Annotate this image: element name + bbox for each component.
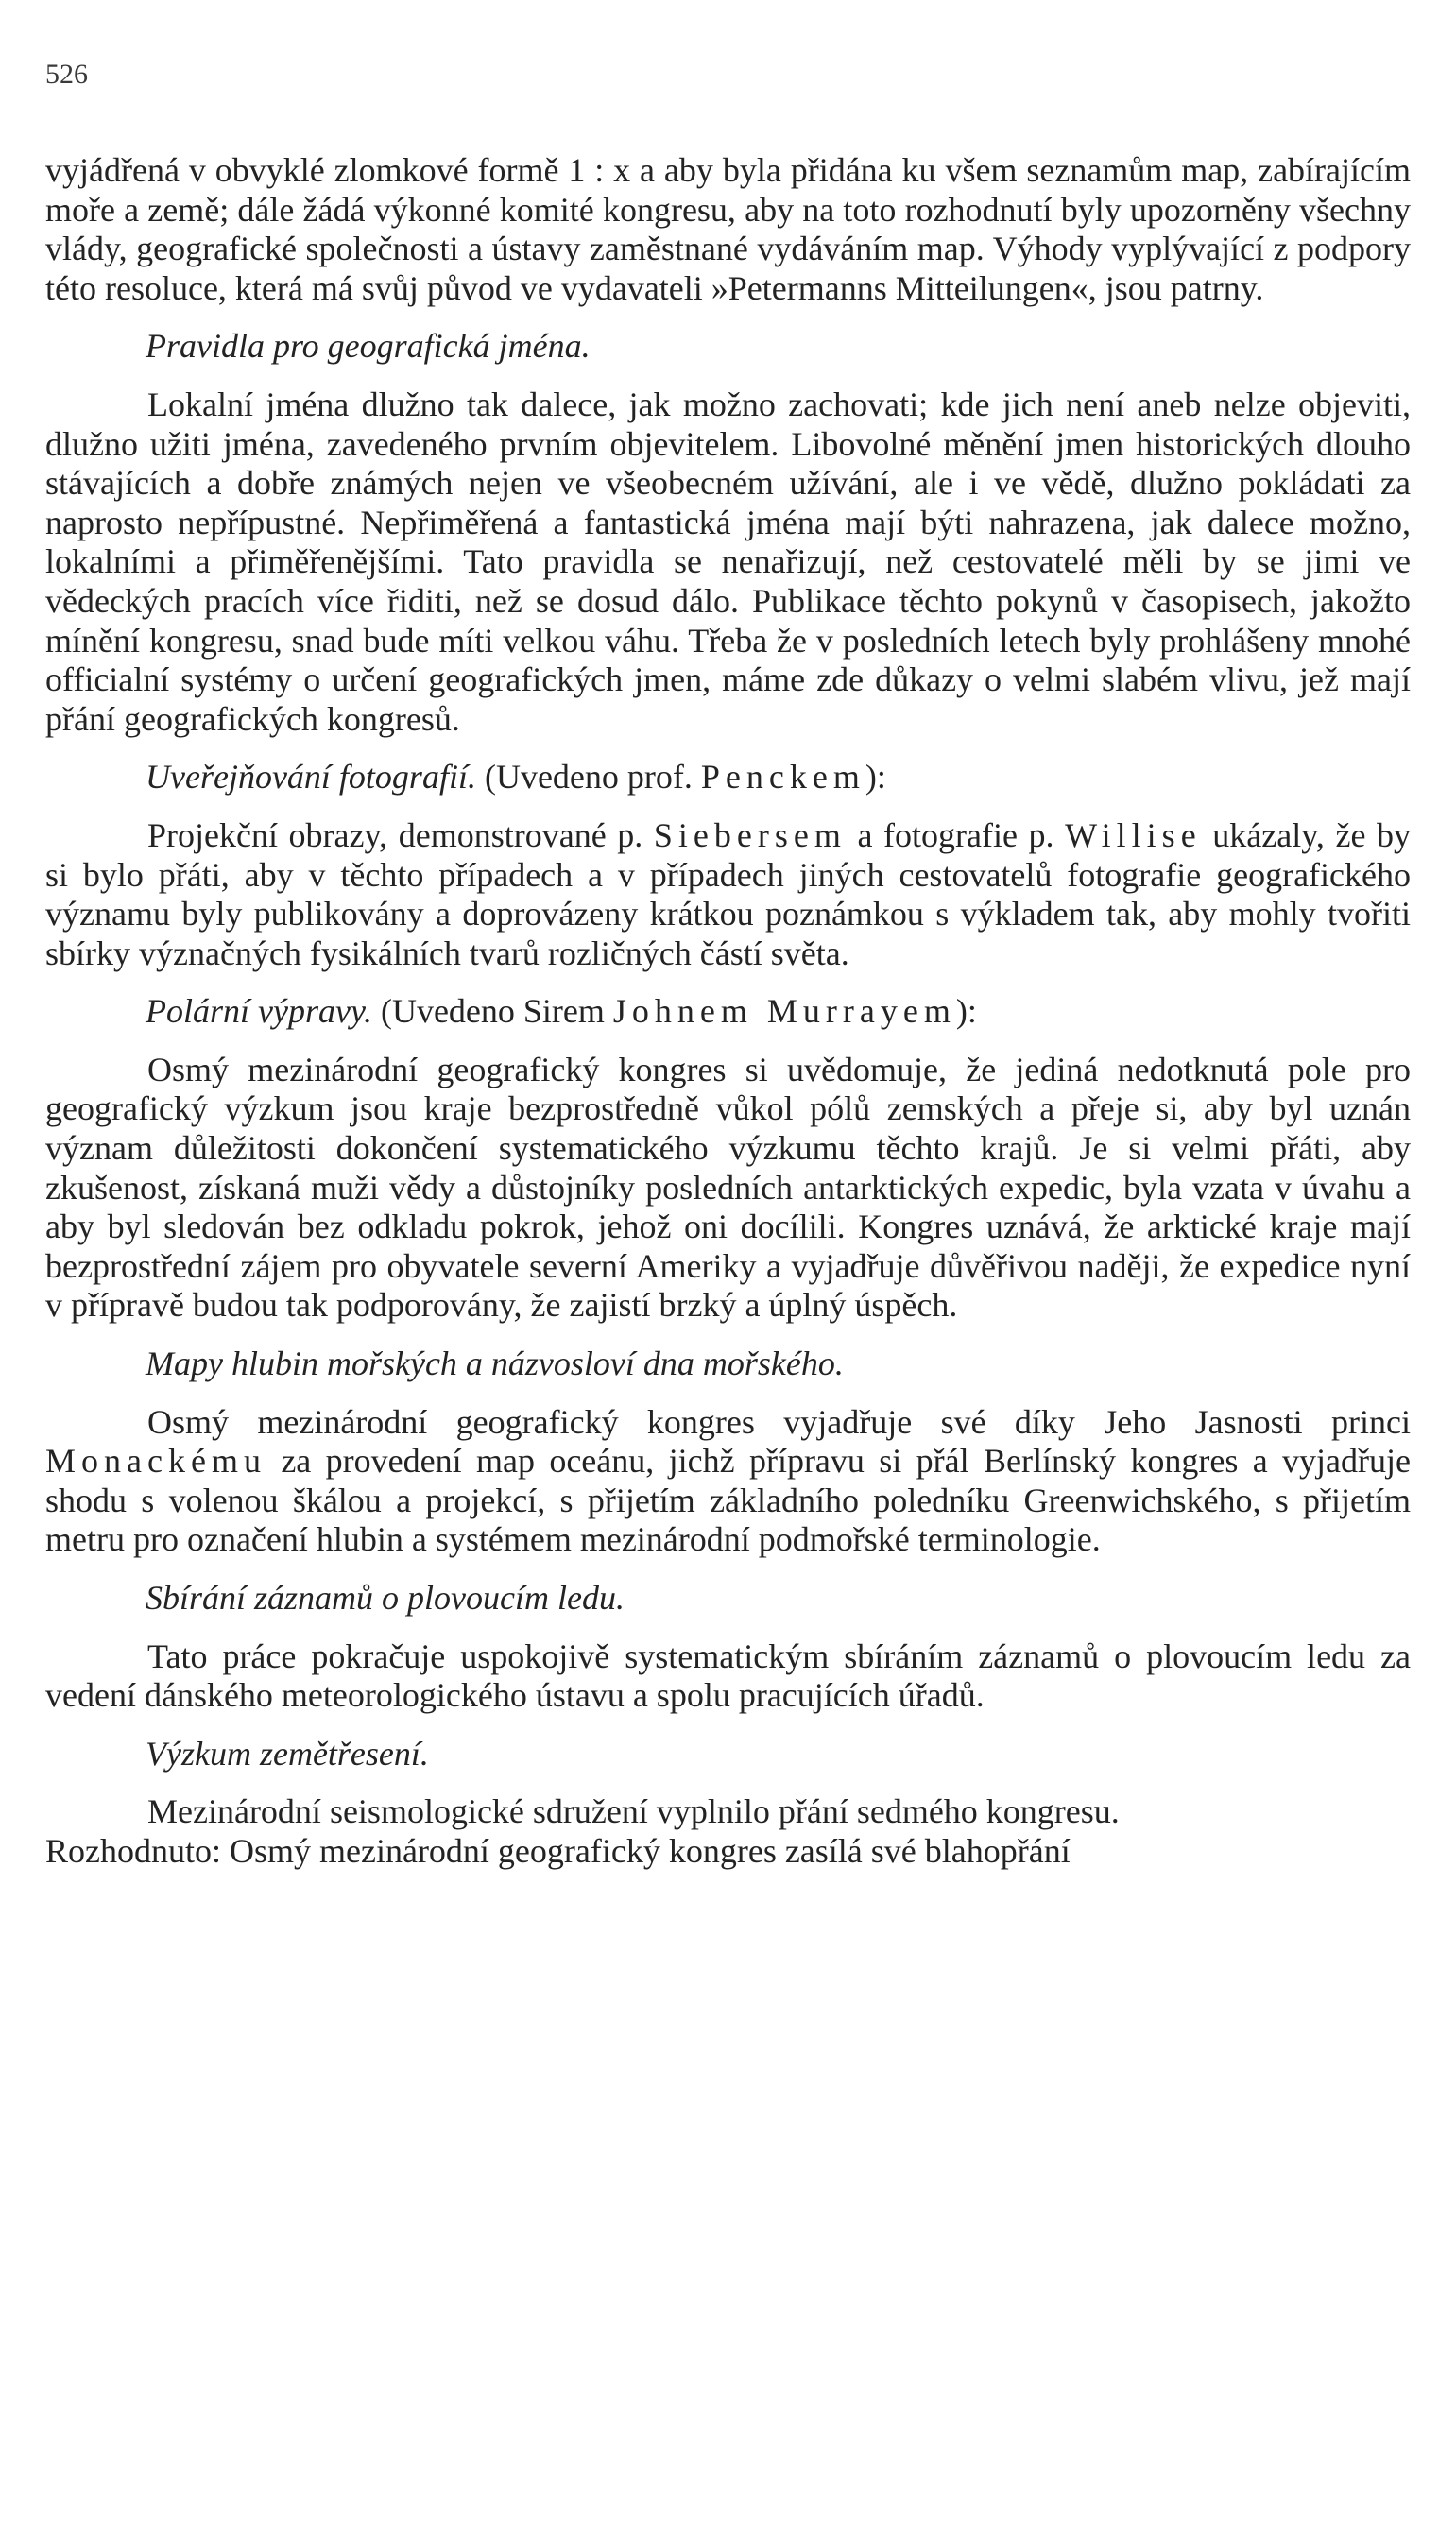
heading-polar-note: (Uvedeno Sirem (380, 992, 605, 1031)
paragraph-floating-ice: Tato práce pokračuje uspokojivě systematickým sbíráním záznamů o plovoucím ledu za vedení dánského meteorologického ústavu a spolu pracujících úřadů. (45, 1636, 1411, 1715)
paragraph-photographs-part2: a fotografie p. (857, 815, 1054, 854)
paragraph-ocean-maps-part1: Osmý mezinárodní geografický kongres vyjadřuje své díky Jeho Jasnosti princi (147, 1402, 1411, 1441)
heading-polar-title: Polární výpravy. (146, 992, 372, 1031)
paragraph-geographic-names: Lokalní jména dlužno tak dalece, jak možno zachovati; kde jich není aneb nelze objeviti, dlužno užiti jména, zavedeného prvním objevitelem. Libovolné měnění jmen historických dlouho stávajících a dobře známých nejen ve všeobecném užívání, ale i ve vědě, dlužno pokládati za naprosto nepřípustné. Nepřiměřená a fantastická jména mají býti nahrazena, jak dalece možno, lokalními a přiměřenějšími. Tato pravidla se nenařizují, než cestovatelé měli by se jimi ve vědeckých pracích více řiditi, než se dosud dálo. Publikace těchto pokynů v časopisech, jakožto mínění kongresu, snad bude míti velkou váhu. Třeba že v posledních letech byly prohlášeny mnohé officialní systémy o určení geografických jmen, máme zde důkazy o velmi slabém vlivu, jež mají přání geografických kongresů. (45, 385, 1411, 738)
paragraph-photographs (45, 816, 1411, 973)
paragraph-map-scale-resolution: vyjádřená v obvyklé zlomkové formě 1 : x a aby byla přidána ku všem seznamům map, zabírajícím moře a země; dále žádá výkonné komité kongresu, aby na toto rozhodnutí byly upozorněny všechny vlády, geografické společnosti a ústavy zaměstnané vydáváním map. Výhody vyplývající z podpory této resoluce, která má svůj původ ve vydavateli »Petermanns Mitteilungen«, jsou patrny. (45, 151, 1411, 307)
heading-photographs-end: ): (865, 758, 886, 797)
page-body (45, 151, 1411, 1872)
paragraph-earthquakes: Mezinárodní seismologické sdružení vyplnilo přání sedmého kongresu. (147, 1792, 1120, 1831)
paragraph-ocean-maps-part2: za provedení map oceánu, jichž přípravu si přál Berlínský kongres a vyjadřuje shodu s volenou škálou a projekcí, s přijetím základního poledníku Greenwichského, s přijetím metru pro označení hlubin a systémem mezinárodní podmořské terminologie. (45, 1442, 1411, 1559)
name-willis: Willise (1065, 815, 1202, 854)
heading-ocean-maps: Mapy hlubin mořských a názvosloví dna mořského. (146, 1345, 844, 1383)
heading-polar-end: ): (955, 992, 977, 1031)
paragraph-polar-expeditions: Osmý mezinárodní geografický kongres si uvědomuje, že jediná nedotknutá pole pro geografický výzkum jsou kraje bezprostředně vůkol pólů zemských a přeje si, aby byl uznán význam důležitosti dokončení systematického výzkumu těchto krajů. Je si velmi přáti, aby zkušenost, získaná muži vědy a důstojníky posledních antarktických expedic, byla vzata v úvahu a aby byl sledován bez odkladu pokrok, jehož oni docílili. Kongres uznává, že arktické kraje mají bezprostřední zájem pro obyvatele severní Ameriky a vyjadřuje důvěřivou naději, že expedice nyní v přípravě budou tak podporovány, že zajistí brzký a úplný úspěch. (45, 1050, 1411, 1325)
heading-geographic-names: Pravidla pro geografická jména. (146, 327, 591, 366)
page-number: 526 (45, 59, 88, 90)
paragraph-photographs-part3: ukázaly, že by si bylo přáti, aby v těchto případech a v případech jiných cestovatelů fotografie geografického významu byly publikovány a doprovázeny krátkou poznámkou s výkladem tak, aby mohly tvořiti sbírky význačných fysikálních tvarů rozličných částí světa. (45, 815, 1412, 972)
heading-photographs-author: Penckem (700, 758, 865, 797)
heading-polar-author: Johnem Murrayem (612, 992, 956, 1031)
paragraph-ocean-maps (45, 1403, 1411, 1560)
heading-earthquakes: Výzkum zemětřesení. (146, 1734, 429, 1773)
name-siebers: Siebersem (653, 815, 847, 854)
paragraph-resolution: Rozhodnuto: Osmý mezinárodní geografický kongres zasílá své blahopřání (45, 1831, 1071, 1870)
heading-photographs-note: (Uvedeno prof. (484, 758, 693, 797)
heading-floating-ice: Sbírání záznamů o plovoucím ledu. (146, 1579, 625, 1617)
heading-photographs-title: Uveřejňování fotografií. (146, 758, 476, 797)
paragraph-photographs-part1: Projekční obrazy, demonstrované p. (147, 815, 643, 854)
heading-photographs (146, 758, 1411, 797)
heading-polar-expeditions (146, 992, 1411, 1032)
name-monaco: Monackému (45, 1442, 266, 1481)
